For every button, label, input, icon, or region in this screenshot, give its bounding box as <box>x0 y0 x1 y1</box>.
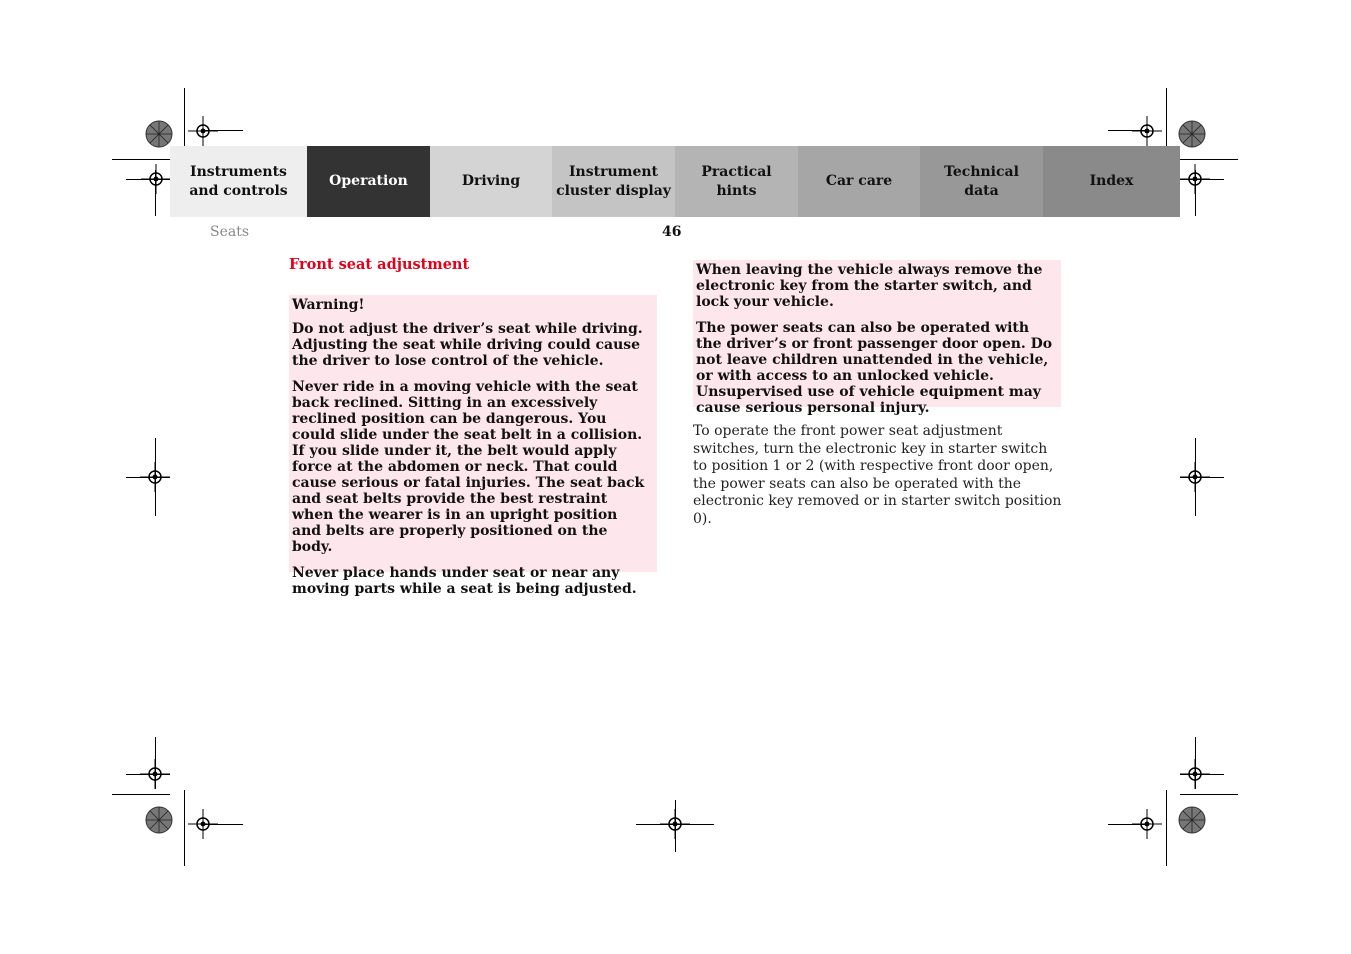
section-heading: Front seat adjustment <box>289 256 470 273</box>
warning-paragraph: Do not adjust the driver’s seat while driving. Adjusting the seat while driving could cause the driver to lose control of the vehicle. <box>292 321 643 369</box>
color-rosette-icon <box>1178 120 1206 148</box>
tab-instruments-and-controls[interactable]: Instruments and controls <box>170 146 307 217</box>
registration-mark-icon <box>188 116 218 146</box>
section-label: Seats <box>210 224 250 240</box>
tab-technical-data[interactable]: Technical data <box>920 146 1043 217</box>
warning-title: Warning! <box>292 297 365 313</box>
page-number: 46 <box>662 224 682 240</box>
warning-box-right <box>693 260 1061 416</box>
tab-driving[interactable]: Driving <box>430 146 552 217</box>
tab-operation[interactable]: Operation <box>307 146 430 217</box>
tab-instrument-cluster-display[interactable]: Instrument cluster display <box>552 146 675 217</box>
warning-paragraph: When leaving the vehicle always remove the electronic key from the starter switch, and lock your vehicle. <box>696 262 1043 310</box>
tab-index[interactable]: Index <box>1043 146 1180 217</box>
tab-practical-hints[interactable]: Practical hints <box>675 146 798 217</box>
registration-mark-icon <box>1132 116 1162 146</box>
warning-paragraph: The power seats can also be operated with the driver’s or front passenger door open. Do not leave children unattended in the vehicle, or with access to an unlocked vehicle. Unsupervised use of vehicle equipment may cause serious personal injury. <box>696 320 1053 416</box>
tab-car-care[interactable]: Car care <box>798 146 920 217</box>
color-rosette-icon <box>145 120 173 148</box>
warning-box-left <box>289 295 657 597</box>
body-paragraph: To operate the front power seat adjustment switches, turn the electronic key in starter switch to position 1 or 2 (with respective front door open, the power seats can also be operated with the electronic key removed or in starter switch position 0). <box>693 423 1062 527</box>
warning-paragraph: Never ride in a moving vehicle with the seat back reclined. Sitting in an excessively reclined position can be dangerous. You could slide under the seat belt in a collision. If you slide under it, the belt would apply force at the abdomen or neck. That could cause serious or fatal injuries. The seat back and seat belts provide the best restraint when the wearer is in an upright position and belts are properly positioned on the body. <box>292 379 645 555</box>
color-rosette-icon <box>145 806 173 834</box>
color-rosette-icon <box>1178 806 1206 834</box>
warning-paragraph: Never place hands under seat or near any moving parts while a seat is being adjusted. <box>292 565 637 597</box>
chapter-tab-bar <box>170 146 1180 217</box>
